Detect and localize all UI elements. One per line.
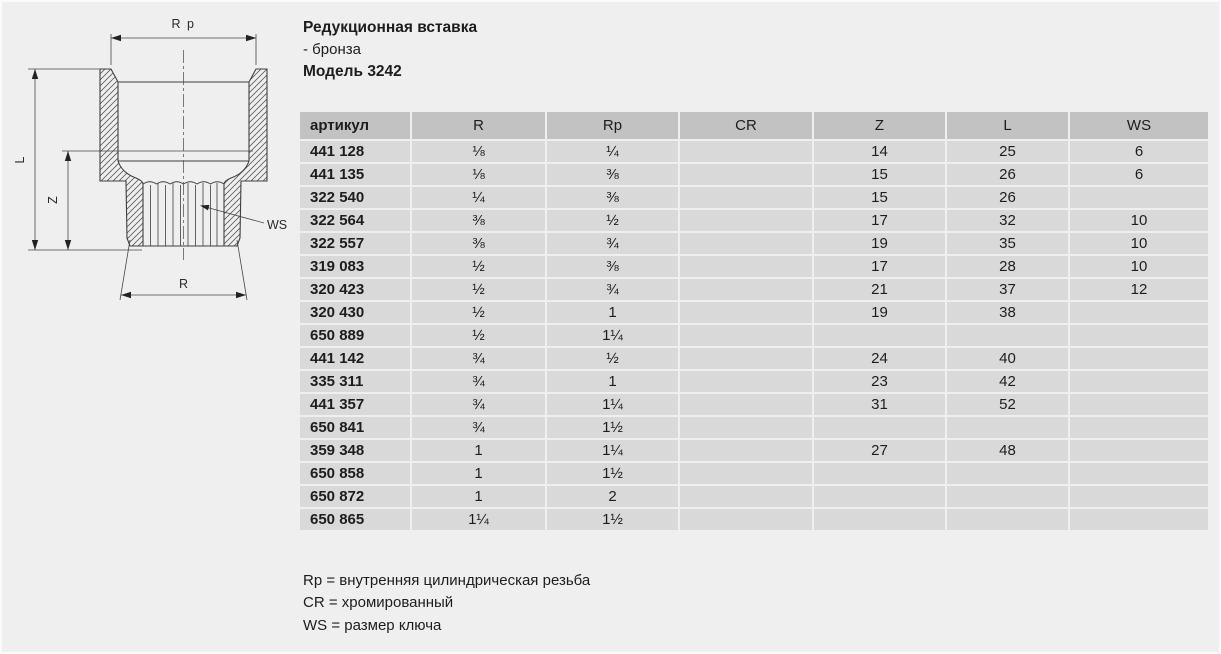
cell-artikul: 359 348	[300, 440, 410, 461]
cell-r: ¼	[412, 187, 545, 208]
cell-cr	[680, 486, 812, 507]
cell-ws: 10	[1070, 233, 1208, 254]
cell-rp: 1½	[547, 463, 678, 484]
cell-artikul: 650 889	[300, 325, 410, 346]
cell-cr	[680, 371, 812, 392]
cell-rp: ½	[547, 348, 678, 369]
cell-artikul: 319 083	[300, 256, 410, 277]
cell-artikul: 441 357	[300, 394, 410, 415]
cell-l	[947, 417, 1068, 438]
table-row	[300, 256, 1208, 277]
table-row	[300, 233, 1208, 254]
header-l: L	[947, 112, 1068, 139]
cell-z: 24	[814, 348, 945, 369]
cell-r: ¾	[412, 417, 545, 438]
cell-cr	[680, 210, 812, 231]
cell-r: ⅛	[412, 141, 545, 162]
product-title: Редукционная вставка	[303, 19, 478, 36]
cell-artikul: 650 872	[300, 486, 410, 507]
cell-r: ⅜	[412, 210, 545, 231]
dim-label-z: Z	[46, 196, 60, 204]
table-row	[300, 187, 1208, 208]
legend-note: WS = размер ключа	[303, 616, 442, 634]
cell-cr	[680, 164, 812, 185]
cell-rp: ⅜	[547, 164, 678, 185]
cell-r: 1	[412, 486, 545, 507]
cell-artikul: 650 841	[300, 417, 410, 438]
table-row	[300, 509, 1208, 530]
dim-label-ws: WS	[267, 218, 288, 232]
cell-l: 35	[947, 233, 1068, 254]
cell-r: 1	[412, 440, 545, 461]
cell-cr	[680, 256, 812, 277]
cell-z: 27	[814, 440, 945, 461]
cell-ws	[1070, 371, 1208, 392]
cell-r: ½	[412, 302, 545, 323]
cell-rp: 1¼	[547, 325, 678, 346]
product-material: - бронза	[303, 41, 361, 58]
cell-z: 23	[814, 371, 945, 392]
table-row	[300, 371, 1208, 392]
header-cr: CR	[680, 112, 812, 139]
cell-artikul: 322 564	[300, 210, 410, 231]
cell-z	[814, 463, 945, 484]
table-row	[300, 279, 1208, 300]
cell-artikul: 441 128	[300, 141, 410, 162]
cell-artikul: 650 865	[300, 509, 410, 530]
cell-z: 31	[814, 394, 945, 415]
cell-ws: 12	[1070, 279, 1208, 300]
left-wall	[100, 69, 143, 246]
cell-rp: 1	[547, 371, 678, 392]
cell-l: 37	[947, 279, 1068, 300]
product-model: Модель 3242	[303, 63, 402, 80]
cell-l	[947, 509, 1068, 530]
table-row	[300, 210, 1208, 231]
cell-ws	[1070, 325, 1208, 346]
cell-r: ½	[412, 256, 545, 277]
cell-ws	[1070, 486, 1208, 507]
cell-z: 17	[814, 256, 945, 277]
cell-z: 21	[814, 279, 945, 300]
cell-l	[947, 463, 1068, 484]
cell-ws: 6	[1070, 164, 1208, 185]
cell-cr	[680, 440, 812, 461]
cell-l: 42	[947, 371, 1068, 392]
cell-artikul: 650 858	[300, 463, 410, 484]
table-header-row	[300, 112, 1208, 139]
table-body	[300, 141, 1208, 530]
cell-r: 1	[412, 463, 545, 484]
cell-rp: 1¼	[547, 440, 678, 461]
table-row	[300, 440, 1208, 461]
technical-drawing	[10, 8, 300, 328]
cell-z	[814, 486, 945, 507]
cell-cr	[680, 463, 812, 484]
cell-cr	[680, 233, 812, 254]
cell-l	[947, 486, 1068, 507]
cell-cr	[680, 279, 812, 300]
cell-ws: 6	[1070, 141, 1208, 162]
dim-label-l: L	[13, 156, 27, 164]
cell-cr	[680, 141, 812, 162]
cell-l: 32	[947, 210, 1068, 231]
cell-ws	[1070, 348, 1208, 369]
cell-z	[814, 417, 945, 438]
header-z: Z	[814, 112, 945, 139]
cell-ws	[1070, 187, 1208, 208]
cell-ws: 10	[1070, 210, 1208, 231]
cell-cr	[680, 302, 812, 323]
cell-r: ⅛	[412, 164, 545, 185]
cell-ws: 10	[1070, 256, 1208, 277]
cell-r: ½	[412, 279, 545, 300]
cell-rp: 1¼	[547, 394, 678, 415]
dim-label-rp: R p	[171, 17, 196, 31]
cell-ws	[1070, 417, 1208, 438]
cell-rp: ⅜	[547, 256, 678, 277]
cell-ws	[1070, 302, 1208, 323]
cell-l: 26	[947, 187, 1068, 208]
cell-z	[814, 325, 945, 346]
header-artikul: артикул	[300, 112, 410, 139]
cell-z: 17	[814, 210, 945, 231]
cell-l: 28	[947, 256, 1068, 277]
legend-note: Rp = внутренняя цилиндрическая резьба	[303, 572, 591, 589]
cell-ws	[1070, 394, 1208, 415]
cell-rp: 1½	[547, 417, 678, 438]
legend-notes	[303, 570, 590, 637]
cell-z: 15	[814, 187, 945, 208]
cell-rp: 1	[547, 302, 678, 323]
cell-cr	[680, 325, 812, 346]
cell-l: 52	[947, 394, 1068, 415]
cell-rp: ⅜	[547, 187, 678, 208]
table-row	[300, 302, 1208, 323]
cell-rp: ¾	[547, 233, 678, 254]
cell-cr	[680, 394, 812, 415]
cell-cr	[680, 509, 812, 530]
cell-artikul: 441 142	[300, 348, 410, 369]
cell-r: ¾	[412, 394, 545, 415]
cell-ws	[1070, 509, 1208, 530]
cell-l: 38	[947, 302, 1068, 323]
cell-z	[814, 509, 945, 530]
cell-cr	[680, 417, 812, 438]
cell-ws	[1070, 463, 1208, 484]
legend-note: CR = хромированный	[303, 594, 454, 612]
cell-rp: 2	[547, 486, 678, 507]
cell-artikul: 335 311	[300, 371, 410, 392]
table-row	[300, 463, 1208, 484]
title-block	[303, 17, 477, 83]
table-row	[300, 394, 1208, 415]
header-rp: Rp	[547, 112, 678, 139]
cell-z: 14	[814, 141, 945, 162]
header-r: R	[412, 112, 545, 139]
cell-r: ½	[412, 325, 545, 346]
table-row	[300, 417, 1208, 438]
cell-l: 25	[947, 141, 1068, 162]
cell-z: 15	[814, 164, 945, 185]
cell-artikul: 441 135	[300, 164, 410, 185]
cell-l	[947, 325, 1068, 346]
cell-r: 1¼	[412, 509, 545, 530]
dimension-l	[28, 69, 142, 250]
cell-ws	[1070, 440, 1208, 461]
cell-r: ¾	[412, 371, 545, 392]
cell-rp: ¼	[547, 141, 678, 162]
cell-cr	[680, 348, 812, 369]
table-row	[300, 348, 1208, 369]
header-ws: WS	[1070, 112, 1208, 139]
dim-label-r: R	[178, 277, 189, 291]
table-row	[300, 486, 1208, 507]
cell-z: 19	[814, 233, 945, 254]
cell-z: 19	[814, 302, 945, 323]
cell-cr	[680, 187, 812, 208]
cell-rp: ¾	[547, 279, 678, 300]
spec-table	[300, 112, 1208, 530]
table-row	[300, 325, 1208, 346]
table-row	[300, 164, 1208, 185]
table-row	[300, 141, 1208, 162]
cell-l: 40	[947, 348, 1068, 369]
cell-l: 48	[947, 440, 1068, 461]
cell-artikul: 322 540	[300, 187, 410, 208]
cell-r: ¾	[412, 348, 545, 369]
cell-r: ⅜	[412, 233, 545, 254]
cell-artikul: 320 423	[300, 279, 410, 300]
cell-artikul: 322 557	[300, 233, 410, 254]
cell-artikul: 320 430	[300, 302, 410, 323]
cell-rp: 1½	[547, 509, 678, 530]
right-wall	[224, 69, 267, 246]
cell-l: 26	[947, 164, 1068, 185]
cell-rp: ½	[547, 210, 678, 231]
